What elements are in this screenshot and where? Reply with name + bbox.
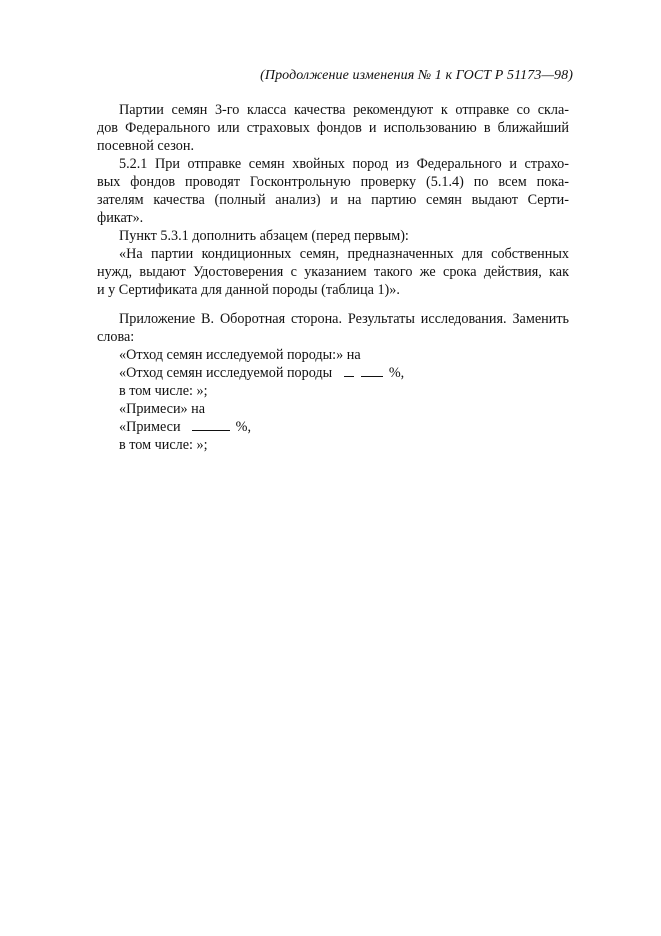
- paragraph-line: «На партии кондиционных семян, предназначенных для собственных: [119, 246, 569, 262]
- paragraph-line: и у Сертификата для данной породы (таблица 1)».: [97, 282, 400, 298]
- paragraph-line: Партии семян 3-го класса качества рекомендуют к отправке со скла-: [119, 102, 569, 118]
- paragraph-line: Пункт 5.3.1 дополнить абзацем (перед первым):: [119, 228, 409, 244]
- blank-line: [361, 365, 383, 377]
- replacement-text: «Примеси: [119, 419, 181, 435]
- replacement-text: «Отход семян исследуемой породы: [119, 365, 333, 381]
- paragraph-line: слова:: [97, 329, 135, 345]
- blank-line: [192, 419, 230, 431]
- replacement-line: в том числе: »;: [119, 383, 208, 399]
- paragraph-line: Приложение В. Оборотная сторона. Результаты исследования. Заменить: [119, 311, 569, 327]
- paragraph-line: посевной сезон.: [97, 138, 195, 154]
- percent-sign: %,: [388, 365, 405, 381]
- paragraph-line: 5.2.1 При отправке семян хвойных пород из Федерального и страхо-: [119, 156, 569, 172]
- replacement-line: «Отход семян исследуемой породы:» на: [119, 347, 361, 363]
- replacement-line: [119, 418, 569, 436]
- page-header: (Продолжение изменения № 1 к ГОСТ Р 51173—98): [260, 68, 573, 83]
- replacement-line: «Примеси» на: [119, 401, 206, 417]
- replacement-line: [119, 364, 569, 382]
- blank-line: [344, 365, 354, 377]
- replacement-line: в том числе: »;: [119, 437, 208, 453]
- paragraph-line: зателям качества (полный анализ) и на партию семян выдают Серти-: [97, 192, 569, 208]
- paragraph-line: нужд, выдают Удостоверения с указанием такого же срока действия, как: [97, 264, 569, 280]
- paragraph-line: вых фондов проводят Госконтрольную проверку (5.1.4) по всем пока-: [97, 174, 569, 190]
- paragraph-line: дов Федерального или страховых фондов и использованию в ближайший: [97, 120, 569, 136]
- percent-sign: %,: [235, 419, 252, 435]
- paragraph-line: фикат».: [97, 210, 144, 226]
